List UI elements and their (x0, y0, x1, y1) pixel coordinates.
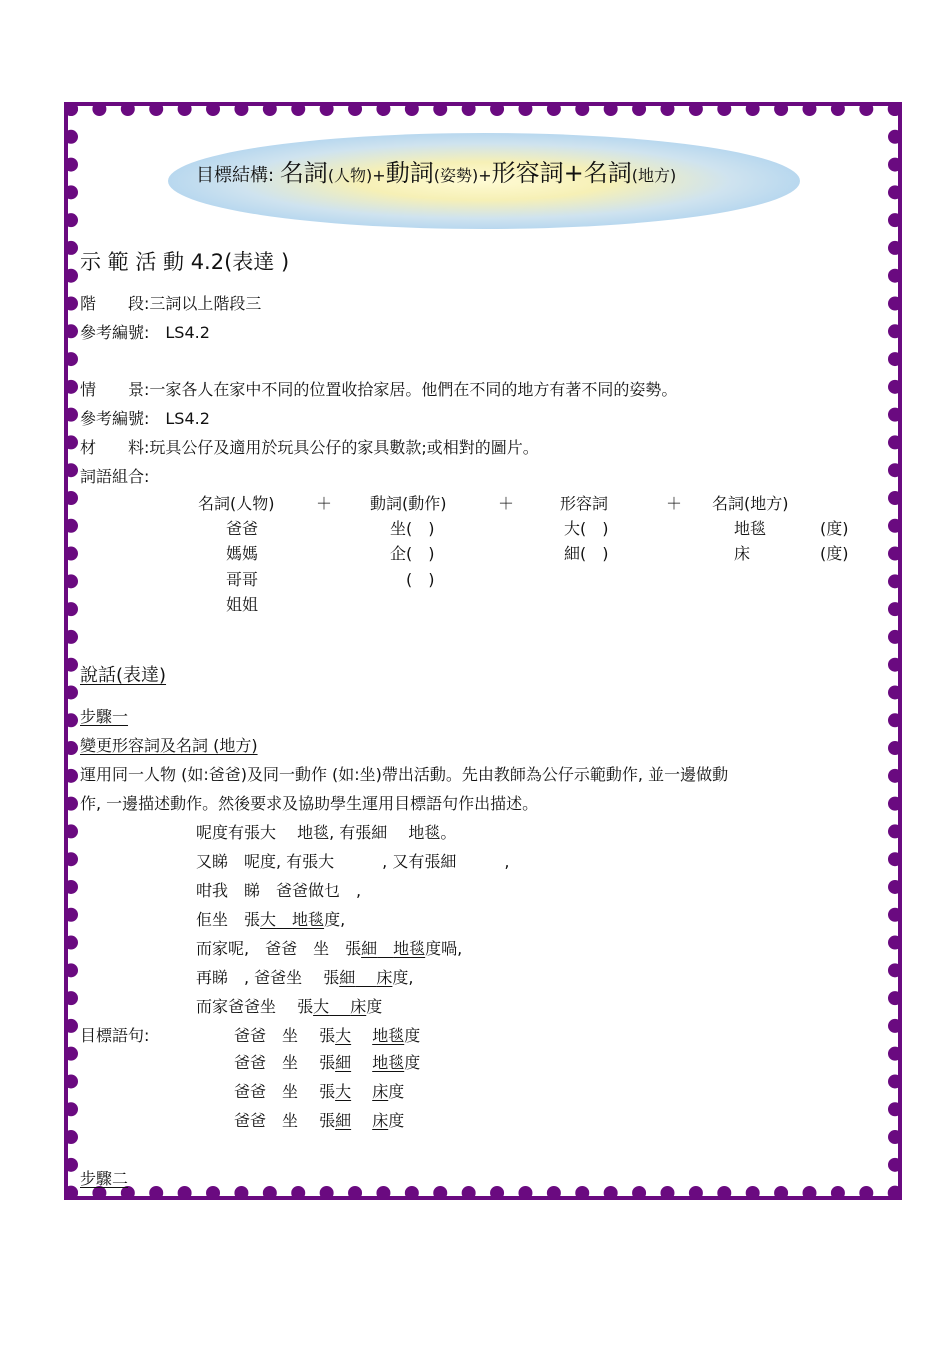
dialog-gap (276, 910, 292, 929)
step-one-title: 步驟一 (80, 707, 129, 726)
sentence-adjective: 大 (335, 1026, 352, 1045)
step-one-description: 運用同一人物 (如:爸爸)及同一動作 (如:坐)帶出活動。先由教師為公仔示範動作, 並一邊做動 (80, 765, 729, 784)
combo-adjective: 大( ) (564, 519, 609, 538)
word-combo-label: 詞語組合: (80, 467, 150, 486)
dialog-text: 再睇 , 爸爸坐 張 (196, 968, 340, 987)
target-part: (姿勢)+ (433, 166, 492, 185)
sentence-text: 度 (388, 1111, 405, 1130)
dialog-gap (329, 997, 350, 1016)
combo-adjective: 細( ) (564, 544, 609, 563)
dialog-text: 而家爸爸坐 張 (196, 997, 314, 1016)
sentence-text: 爸爸 坐 張 (234, 1082, 336, 1101)
dialog-place: 地毯 (393, 939, 426, 958)
combo-person: 姐姐 (226, 595, 259, 614)
target-structure-text (196, 153, 676, 188)
sentence-text: 爸爸 坐 張 (234, 1111, 336, 1130)
dialog-adjective: 大 (260, 910, 277, 929)
combo-person: 媽媽 (226, 544, 259, 563)
dialog-gap (355, 968, 376, 987)
dialog-adjective: 細 (339, 968, 356, 987)
target-sentence (234, 1050, 420, 1073)
target-part: (人物)+ (327, 166, 386, 185)
target-part: 動詞 (385, 159, 434, 187)
dialog-line (196, 994, 382, 1017)
dialog-line (196, 936, 462, 959)
dialog-line (196, 965, 413, 988)
combo-header: 形容詞 (560, 494, 609, 513)
target-part: 名詞 (279, 159, 328, 187)
sentence-place: 床 (372, 1082, 389, 1101)
dialog-adjective: 大 (313, 997, 330, 1016)
sentence-adjective: 大 (335, 1082, 352, 1101)
dialog-text: 度喎, (425, 939, 463, 958)
sentence-text: 爸爸 坐 張 (234, 1026, 336, 1045)
dialog-line: 又睇 呢度, 有張大 , 又有張細 , (196, 852, 510, 871)
dialog-line (196, 907, 345, 930)
dialog-text: 佢坐 張 (196, 910, 261, 929)
sentence-text: 爸爸 坐 張 (234, 1053, 336, 1072)
step-two-title: 步驟二 (80, 1169, 129, 1188)
dialog-text: 度, (324, 910, 346, 929)
dialog-text: 度, (392, 968, 414, 987)
reference-number: 參考編號: LS4.2 (80, 409, 210, 428)
step-one-description: 作, 一邊描述動作。然後要求及協助學生運用目標語句作出描述。 (80, 794, 539, 813)
sentence-place: 床 (372, 1111, 389, 1130)
sentence-text: 度 (404, 1053, 421, 1072)
sentence-adjective: 細 (335, 1111, 352, 1130)
combo-degree: (度) (820, 544, 849, 563)
dialog-place: 床 (376, 968, 393, 987)
combo-place: 地毯 (734, 519, 767, 538)
stage-line: 階 段:三詞以上階段三 (80, 294, 262, 313)
combo-header: 動詞(動作) (370, 494, 447, 513)
target-sentence (234, 1023, 420, 1046)
target-sentences-label: 目標語句: (80, 1026, 150, 1045)
combo-header: ＋ (498, 494, 515, 513)
combo-place: 床 (734, 544, 751, 563)
sentence-place: 地毯 (372, 1053, 405, 1072)
materials-line: 材 料:玩具公仔及適用於玩具公仔的家具數款;或相對的圖片。 (80, 438, 539, 457)
dialog-line: 咁我 睇 爸爸做乜 , (196, 881, 362, 900)
target-part: 形容詞 (491, 159, 564, 187)
scenario-line: 情 景:一家各人在家中不同的位置收拾家居。他們在不同的地方有著不同的姿勢。 (80, 380, 678, 399)
dialog-gap (377, 939, 393, 958)
target-label: 目標結構: (196, 165, 275, 186)
dialog-place: 地毯 (292, 910, 325, 929)
reference-number: 參考編號: LS4.2 (80, 323, 210, 342)
speaking-section-title: 說話(表達) (80, 665, 167, 686)
combo-person: 爸爸 (226, 519, 259, 538)
activity-title: 示 範 活 動 4.2(表達 ) (80, 250, 290, 274)
dialog-adjective: 細 (361, 939, 378, 958)
combo-verb: 企( ) (390, 544, 435, 563)
step-one-subtitle: 變更形容詞及名詞 (地方) (80, 736, 258, 755)
sentence-text: 度 (388, 1082, 405, 1101)
combo-header: ＋ (666, 494, 683, 513)
combo-verb: ( ) (406, 570, 435, 589)
combo-person: 哥哥 (226, 570, 259, 589)
target-sentence (234, 1079, 404, 1102)
sentence-text: 度 (404, 1026, 421, 1045)
sentence-adjective: 細 (335, 1053, 352, 1072)
combo-verb: 坐( ) (390, 519, 435, 538)
dialog-line: 呢度有張大 地毯, 有張細 地毯。 (196, 823, 457, 842)
target-sentence (234, 1108, 404, 1131)
sentence-place: 地毯 (372, 1026, 405, 1045)
combo-header: 名詞(地方) (712, 494, 789, 513)
dialog-place: 床 (350, 997, 367, 1016)
dialog-text: 而家呢, 爸爸 坐 張 (196, 939, 362, 958)
target-part: +名詞 (563, 159, 632, 187)
dialog-text: 度 (366, 997, 383, 1016)
combo-header: ＋ (316, 494, 333, 513)
combo-header: 名詞(人物) (198, 494, 275, 513)
target-part: (地方) (631, 166, 677, 185)
combo-degree: (度) (820, 519, 849, 538)
